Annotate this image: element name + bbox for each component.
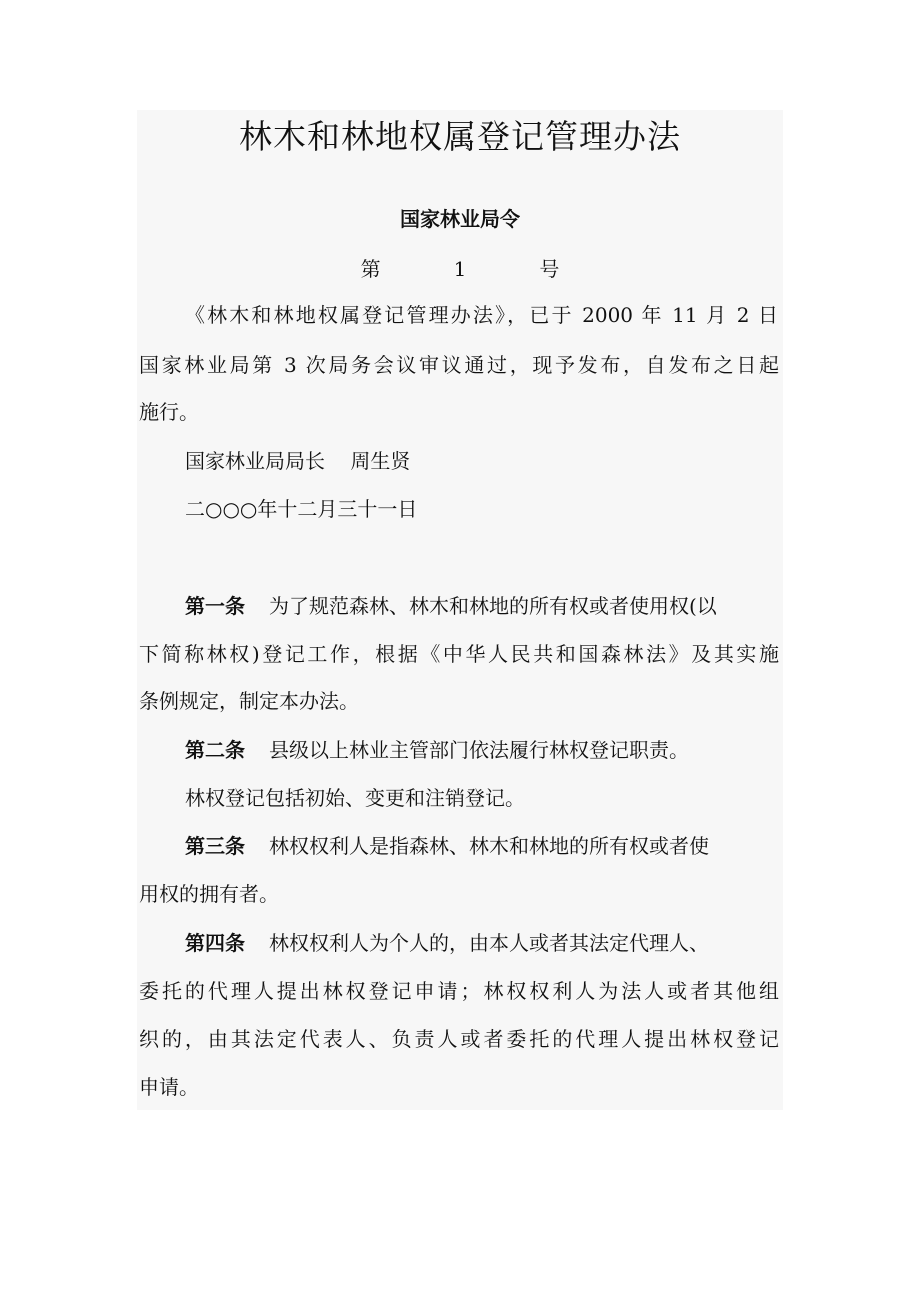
article-1-text: 为了规范森林、林木和林地的所有权或者使用权(以 — [269, 594, 717, 618]
issue-date: 二○○○年十二月三十一日 — [185, 497, 418, 521]
article-3-number: 第三条 — [185, 834, 245, 858]
article-4-text: 林权权利人为个人的，由本人或者其法定代理人、 — [269, 931, 709, 955]
article-2-paragraph-2: 林权登记包括初始、变更和注销登记。 — [185, 786, 525, 810]
article-3-line-2: 用权的拥有者。 — [139, 882, 279, 906]
promulgation-line-3: 施行。 — [139, 400, 199, 424]
article-4-line-4: 申请。 — [139, 1075, 199, 1099]
article-4-first-line — [185, 928, 709, 958]
article-1-first-line — [185, 591, 778, 621]
document-title: 林木和林地权属登记管理办法 — [239, 117, 681, 156]
order-number: 第 1 号 — [360, 257, 560, 281]
article-2-text: 县级以上林业主管部门依法履行林权登记职责。 — [269, 738, 689, 762]
order-issuer: 国家林业局令 — [400, 207, 520, 231]
article-1-line-2: 下简称林权)登记工作，根据《中华人民共和国森林法》及其实施 — [139, 642, 779, 666]
article-1-number: 第一条 — [185, 594, 245, 618]
promulgation-line-1: 《林木和林地权属登记管理办法》，已于 2000 年 11 月 2 日 — [185, 303, 778, 327]
article-4-line-2: 委托的代理人提出林权登记申请；林权权利人为法人或者其他组 — [139, 979, 779, 1003]
signatory: 国家林业局局长 周生贤 — [185, 449, 411, 473]
article-4-number: 第四条 — [185, 931, 245, 955]
article-1-line-3: 条例规定，制定本办法。 — [139, 689, 359, 713]
article-3-first-line — [185, 831, 709, 861]
article-2-number: 第二条 — [185, 738, 245, 762]
article-2-first-line — [185, 735, 689, 765]
article-4-line-3: 织的，由其法定代表人、负责人或者委托的代理人提出林权登记 — [139, 1027, 779, 1051]
article-3-text: 林权权利人是指森林、林木和林地的所有权或者使 — [269, 834, 709, 858]
promulgation-line-2: 国家林业局第 3 次局务会议审议通过，现予发布，自发布之日起 — [139, 353, 779, 377]
